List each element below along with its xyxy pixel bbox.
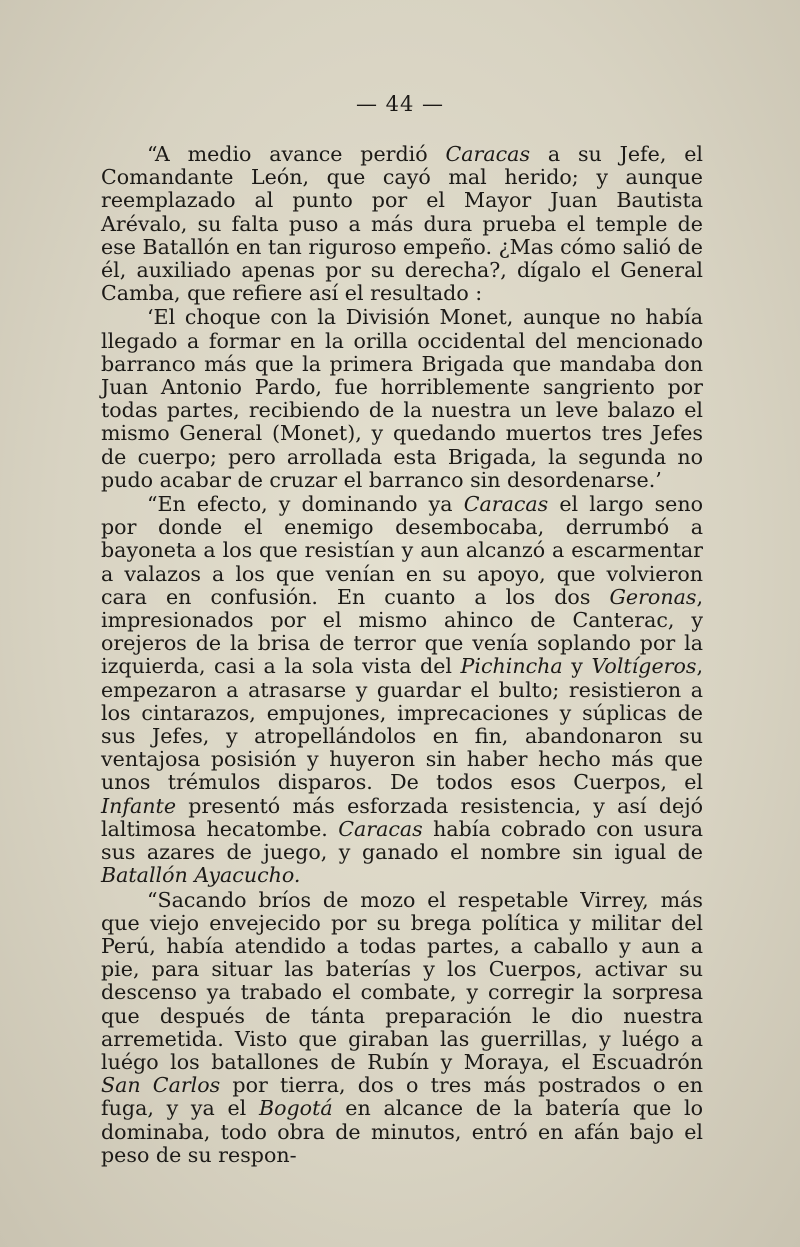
text-run: por tierra, dos o tres más postrados o en fuga, y ya el: [101, 1073, 703, 1121]
italic-name: Bogotá: [258, 1096, 333, 1121]
italic-name: Caracas: [445, 142, 531, 166]
text-run: presentó más esforzada resistencia, y así dejó laltimosa hecatombe.: [101, 793, 703, 841]
body-text: [101, 143, 703, 1167]
italic-name: Caracas: [463, 492, 549, 517]
italic-name: Caracas: [338, 816, 423, 841]
paragraph: [101, 493, 703, 887]
italic-name: Geronas: [609, 584, 697, 609]
text-run: y: [562, 654, 592, 679]
text-run: , impresionados por el mismo ahinco de Canterac, y orejeros de la brisa de terror que venía soplando por la izquierda, casi a la sola vista del: [101, 584, 703, 679]
paragraph: [101, 143, 703, 305]
italic-name: San Carlos: [101, 1073, 221, 1098]
italic-name: Voltígeros: [591, 654, 697, 679]
paragraph: [101, 889, 703, 1167]
text-run: había cobrado con usura sus azares de juego, y ganado el nombre sin igual de: [101, 816, 703, 865]
text-run: “En efecto, y dominando ya: [147, 492, 464, 517]
text-run: , empezaron a atrasarse y guardar el bulto; resistieron a los cintarazos, empujones, imprecaciones y súplicas de sus Jefes, y atropellándolos en fin, abandonaron su ventajosa posisión y huyeron sin haber hecho más que unos trémulos disparos. De todos esos Cuerpos, el: [101, 654, 703, 795]
italic-name: Pichincha: [460, 654, 563, 679]
text-run: el largo seno por donde el enemigo desembocaba, derrumbó a bayoneta a los que resistían y aun alcanzó a escarmentar a valazos a los que venían en su apoyo, que volvieron cara en confusión. En cuanto a los dos: [101, 492, 704, 609]
italic-name: Infante: [101, 793, 177, 818]
text-run: ‘El choque con la División Monet, aunque no había llegado a formar en la orilla occidental del mencionado barranco más que la primera Brigada que mandaba don Juan Antonio Pardo, fue horriblemente sangriento por todas partes, recibiendo de la nuestra un leve balazo el mismo General (Monet), y quedando muertos tres Jefes de cuerpo; pero arrollada esta Brigada, la segunda no pudo acabar de cruzar el barranco sin desordenarse.’: [101, 305, 703, 492]
italic-name: Batallón Ayacucho.: [101, 863, 301, 888]
paragraph: [101, 306, 703, 492]
page-number: — 44 —: [355, 92, 445, 116]
text-run: a su Jefe, el Comandante León, que cayó mal herido; y aunque reemplazado al punto por el Mayor Juan Bautista Arévalo, su falta puso a más dura prueba el temple de ese Batallón en tan riguroso empeño. ¿Mas cómo salió de él, auxiliado apenas por su derecha?, dígalo el General Camba, que refiere así el resultado :: [101, 142, 703, 306]
text-run: “Sacando bríos de mozo el respetable Virrey, más que viejo envejecido por su brega política y militar del Perú, había atendido a todas partes, a caballo y aun a pie, para situar las baterías y los Cuerpos, activar su descenso ya trabado el combate, y corregir la sorpresa que después de tánta preparación le dio nuestra arremetida. Visto que giraban las guerrillas, y luégo a luégo los batallones de Rubín y Moraya, el Escuadrón: [101, 887, 703, 1074]
text-run: en alcance de la batería que lo dominaba, todo obra de minutos, entró en afán bajo el peso de su respon-: [101, 1096, 703, 1167]
text-run: “A medio avance perdió: [147, 142, 446, 166]
